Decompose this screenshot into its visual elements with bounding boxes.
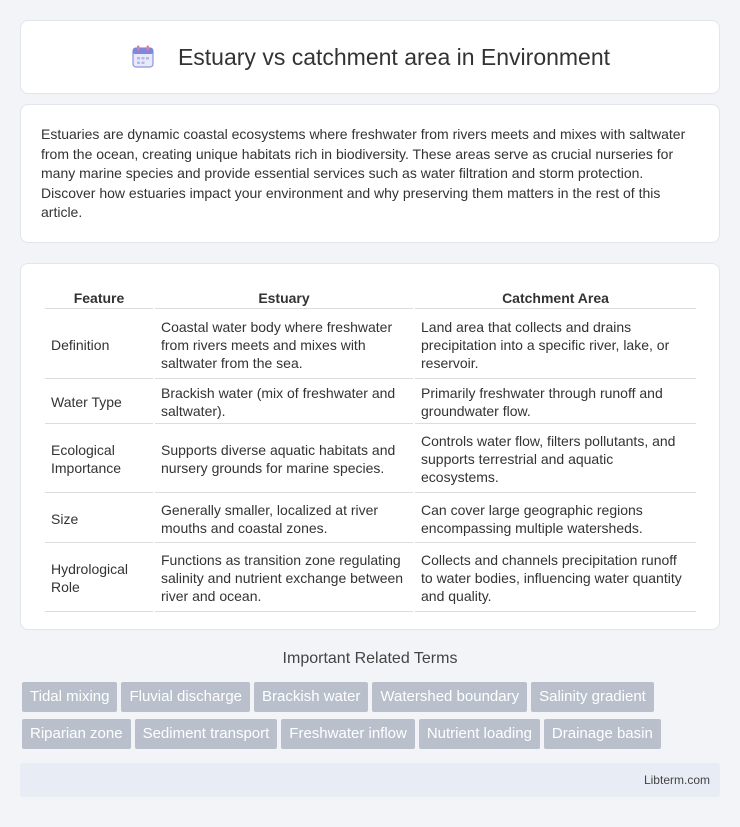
calendar-icon (130, 44, 156, 70)
feature-cell: Definition (45, 311, 153, 379)
tag-tidal-mixing[interactable]: Tidal mixing (22, 682, 117, 712)
tag-sediment-transport[interactable]: Sediment transport (135, 719, 278, 749)
table-row (45, 426, 696, 493)
catchment-cell: Land area that collects and drains precipitation into a specific river, lake, or reservoir. (415, 311, 696, 379)
feature-cell: Ecological Importance (45, 426, 153, 493)
catchment-cell: Primarily freshwater through runoff and groundwater flow. (415, 381, 696, 424)
tag-drainage-basin[interactable]: Drainage basin (544, 719, 661, 749)
comparison-table-card (20, 263, 720, 630)
estuary-cell: Functions as transition zone regulating salinity and nutrient exchange between river and ocean. (155, 545, 413, 612)
header-card (20, 20, 720, 94)
feature-cell: Size (45, 495, 153, 543)
table-row (45, 545, 696, 612)
table-row (45, 311, 696, 379)
related-terms-title: Important Related Terms (282, 650, 458, 667)
table-row (45, 495, 696, 543)
related-terms-tags (22, 682, 722, 756)
related-terms-section (20, 650, 720, 678)
estuary-cell: Supports diverse aquatic habitats and nursery grounds for marine species. (155, 426, 413, 493)
comparison-table (43, 286, 698, 614)
tag-salinity-gradient[interactable]: Salinity gradient (531, 682, 654, 712)
tag-nutrient-loading[interactable]: Nutrient loading (419, 719, 540, 749)
table-header-row (45, 288, 696, 309)
feature-cell: Hydrological Role (45, 545, 153, 612)
estuary-cell: Generally smaller, localized at river mouths and coastal zones. (155, 495, 413, 543)
intro-card (20, 104, 720, 243)
tag-riparian-zone[interactable]: Riparian zone (22, 719, 131, 749)
catchment-cell: Collects and channels precipitation runoff to water bodies, influencing water quantity and quality. (415, 545, 696, 612)
page-title: Estuary vs catchment area in Environment (177, 43, 611, 70)
tag-freshwater-inflow[interactable]: Freshwater inflow (281, 719, 415, 749)
footer (20, 763, 720, 797)
table-row (45, 381, 696, 424)
header-catchment: Catchment Area (415, 288, 696, 309)
catchment-cell: Can cover large geographic regions encompassing multiple watersheds. (415, 495, 696, 543)
header-estuary: Estuary (155, 288, 413, 309)
header-feature: Feature (45, 288, 153, 309)
catchment-cell: Controls water flow, filters pollutants, and supports terrestrial and aquatic ecosystems. (415, 426, 696, 493)
estuary-cell: Coastal water body where freshwater from rivers meets and mixes with saltwater from the sea. (155, 311, 413, 379)
estuary-cell: Brackish water (mix of freshwater and saltwater). (155, 381, 413, 424)
footer-link[interactable]: Libterm.com (643, 773, 710, 787)
tag-brackish-water[interactable]: Brackish water (254, 682, 368, 712)
feature-cell: Water Type (45, 381, 153, 424)
tag-fluvial-discharge[interactable]: Fluvial discharge (121, 682, 250, 712)
intro-paragraph: Estuaries are dynamic coastal ecosystems where freshwater from rivers meets and mixes with saltwater from the ocean, creating unique habitats rich in biodiversity. These areas serve as crucial nurseries for many marine species and provide essential services such as water filtration and storm protection. Discover how estuaries impact your environment and why preserving them matters in the rest of this article. (41, 126, 686, 220)
tag-watershed-boundary[interactable]: Watershed boundary (372, 682, 527, 712)
